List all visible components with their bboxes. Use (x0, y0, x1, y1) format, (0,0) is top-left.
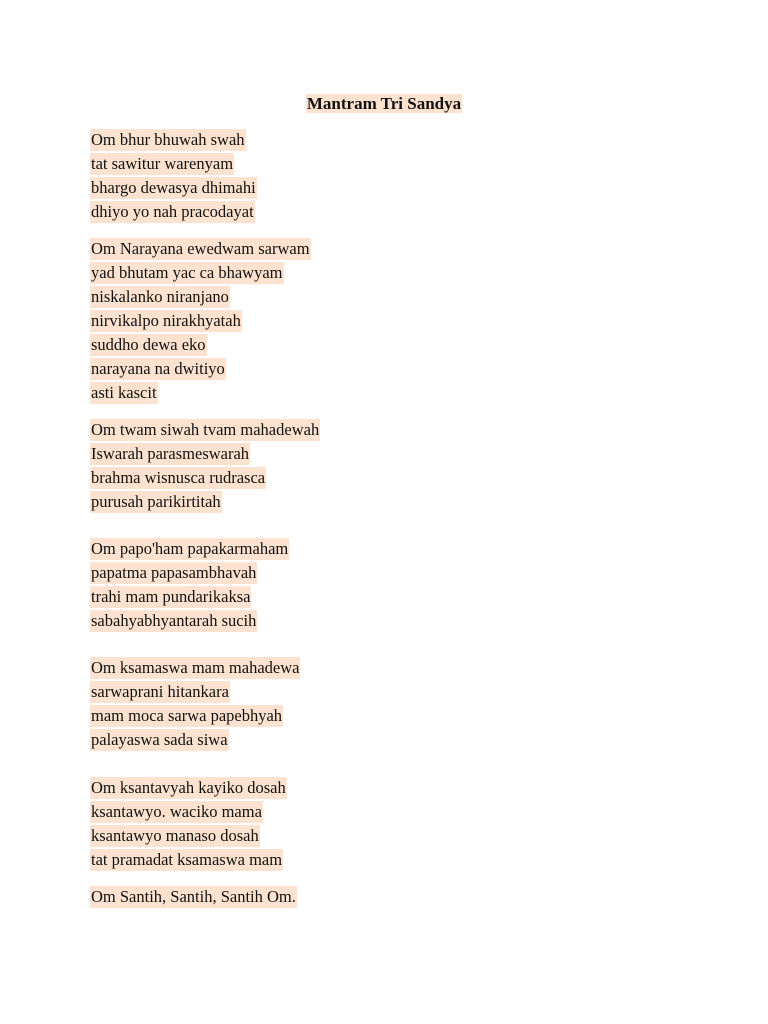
verse-line: papatma papasambhavah (91, 563, 257, 582)
verse-line: mam moca sarwa papebhyah (91, 706, 283, 725)
verse-line: Om bhur bhuwah swah (91, 130, 245, 149)
page-title (0, 93, 768, 114)
verse-line: purusah parikirtitah (91, 492, 221, 511)
verse-line: ksantawyo. waciko mama (91, 802, 262, 821)
verse-line: Iswarah parasmeswarah (91, 444, 250, 463)
verse-line: Om ksamaswa mam mahadewa (91, 658, 300, 677)
verse-line: niskalanko niranjano (91, 287, 229, 306)
verse-line: Om Santih, Santih, Santih Om. (91, 887, 296, 906)
verse-line: trahi mam pundarikaksa (91, 587, 251, 606)
verse-line: narayana na dwitiyo (91, 359, 225, 378)
stanza-7 (90, 885, 297, 909)
page-title-text: Mantram Tri Sandya (306, 94, 462, 113)
verse-line: Om Narayana ewedwam sarwam (91, 239, 310, 258)
stanza-2 (90, 237, 311, 405)
stanza-4 (90, 537, 289, 633)
verse-line: tat sawitur warenyam (91, 154, 234, 173)
verse-line: nirvikalpo nirakhyatah (91, 311, 241, 330)
verse-line: asti kascit (91, 383, 157, 402)
verse-line: yad bhutam yac ca bhawyam (91, 263, 283, 282)
stanza-1 (90, 128, 257, 224)
stanza-6 (90, 776, 287, 872)
verse-line: ksantawyo manaso dosah (91, 826, 259, 845)
verse-line: bhargo dewasya dhimahi (91, 178, 256, 197)
verse-line: palayaswa sada siwa (91, 730, 228, 749)
stanza-5 (90, 656, 300, 752)
verse-line: sabahyabhyantarah sucih (91, 611, 257, 630)
verse-line: tat pramadat ksamaswa mam (91, 850, 283, 869)
verse-line: Om papo'ham papakarmaham (91, 539, 289, 558)
verse-line: dhiyo yo nah pracodayat (91, 202, 254, 221)
verse-line: suddho dewa eko (91, 335, 206, 354)
verse-line: Om ksantavyah kayiko dosah (91, 778, 286, 797)
verse-line: sarwaprani hitankara (91, 682, 229, 701)
verse-line: Om twam siwah tvam mahadewah (91, 420, 320, 439)
stanza-3 (90, 418, 320, 514)
verse-line: brahma wisnusca rudrasca (91, 468, 266, 487)
